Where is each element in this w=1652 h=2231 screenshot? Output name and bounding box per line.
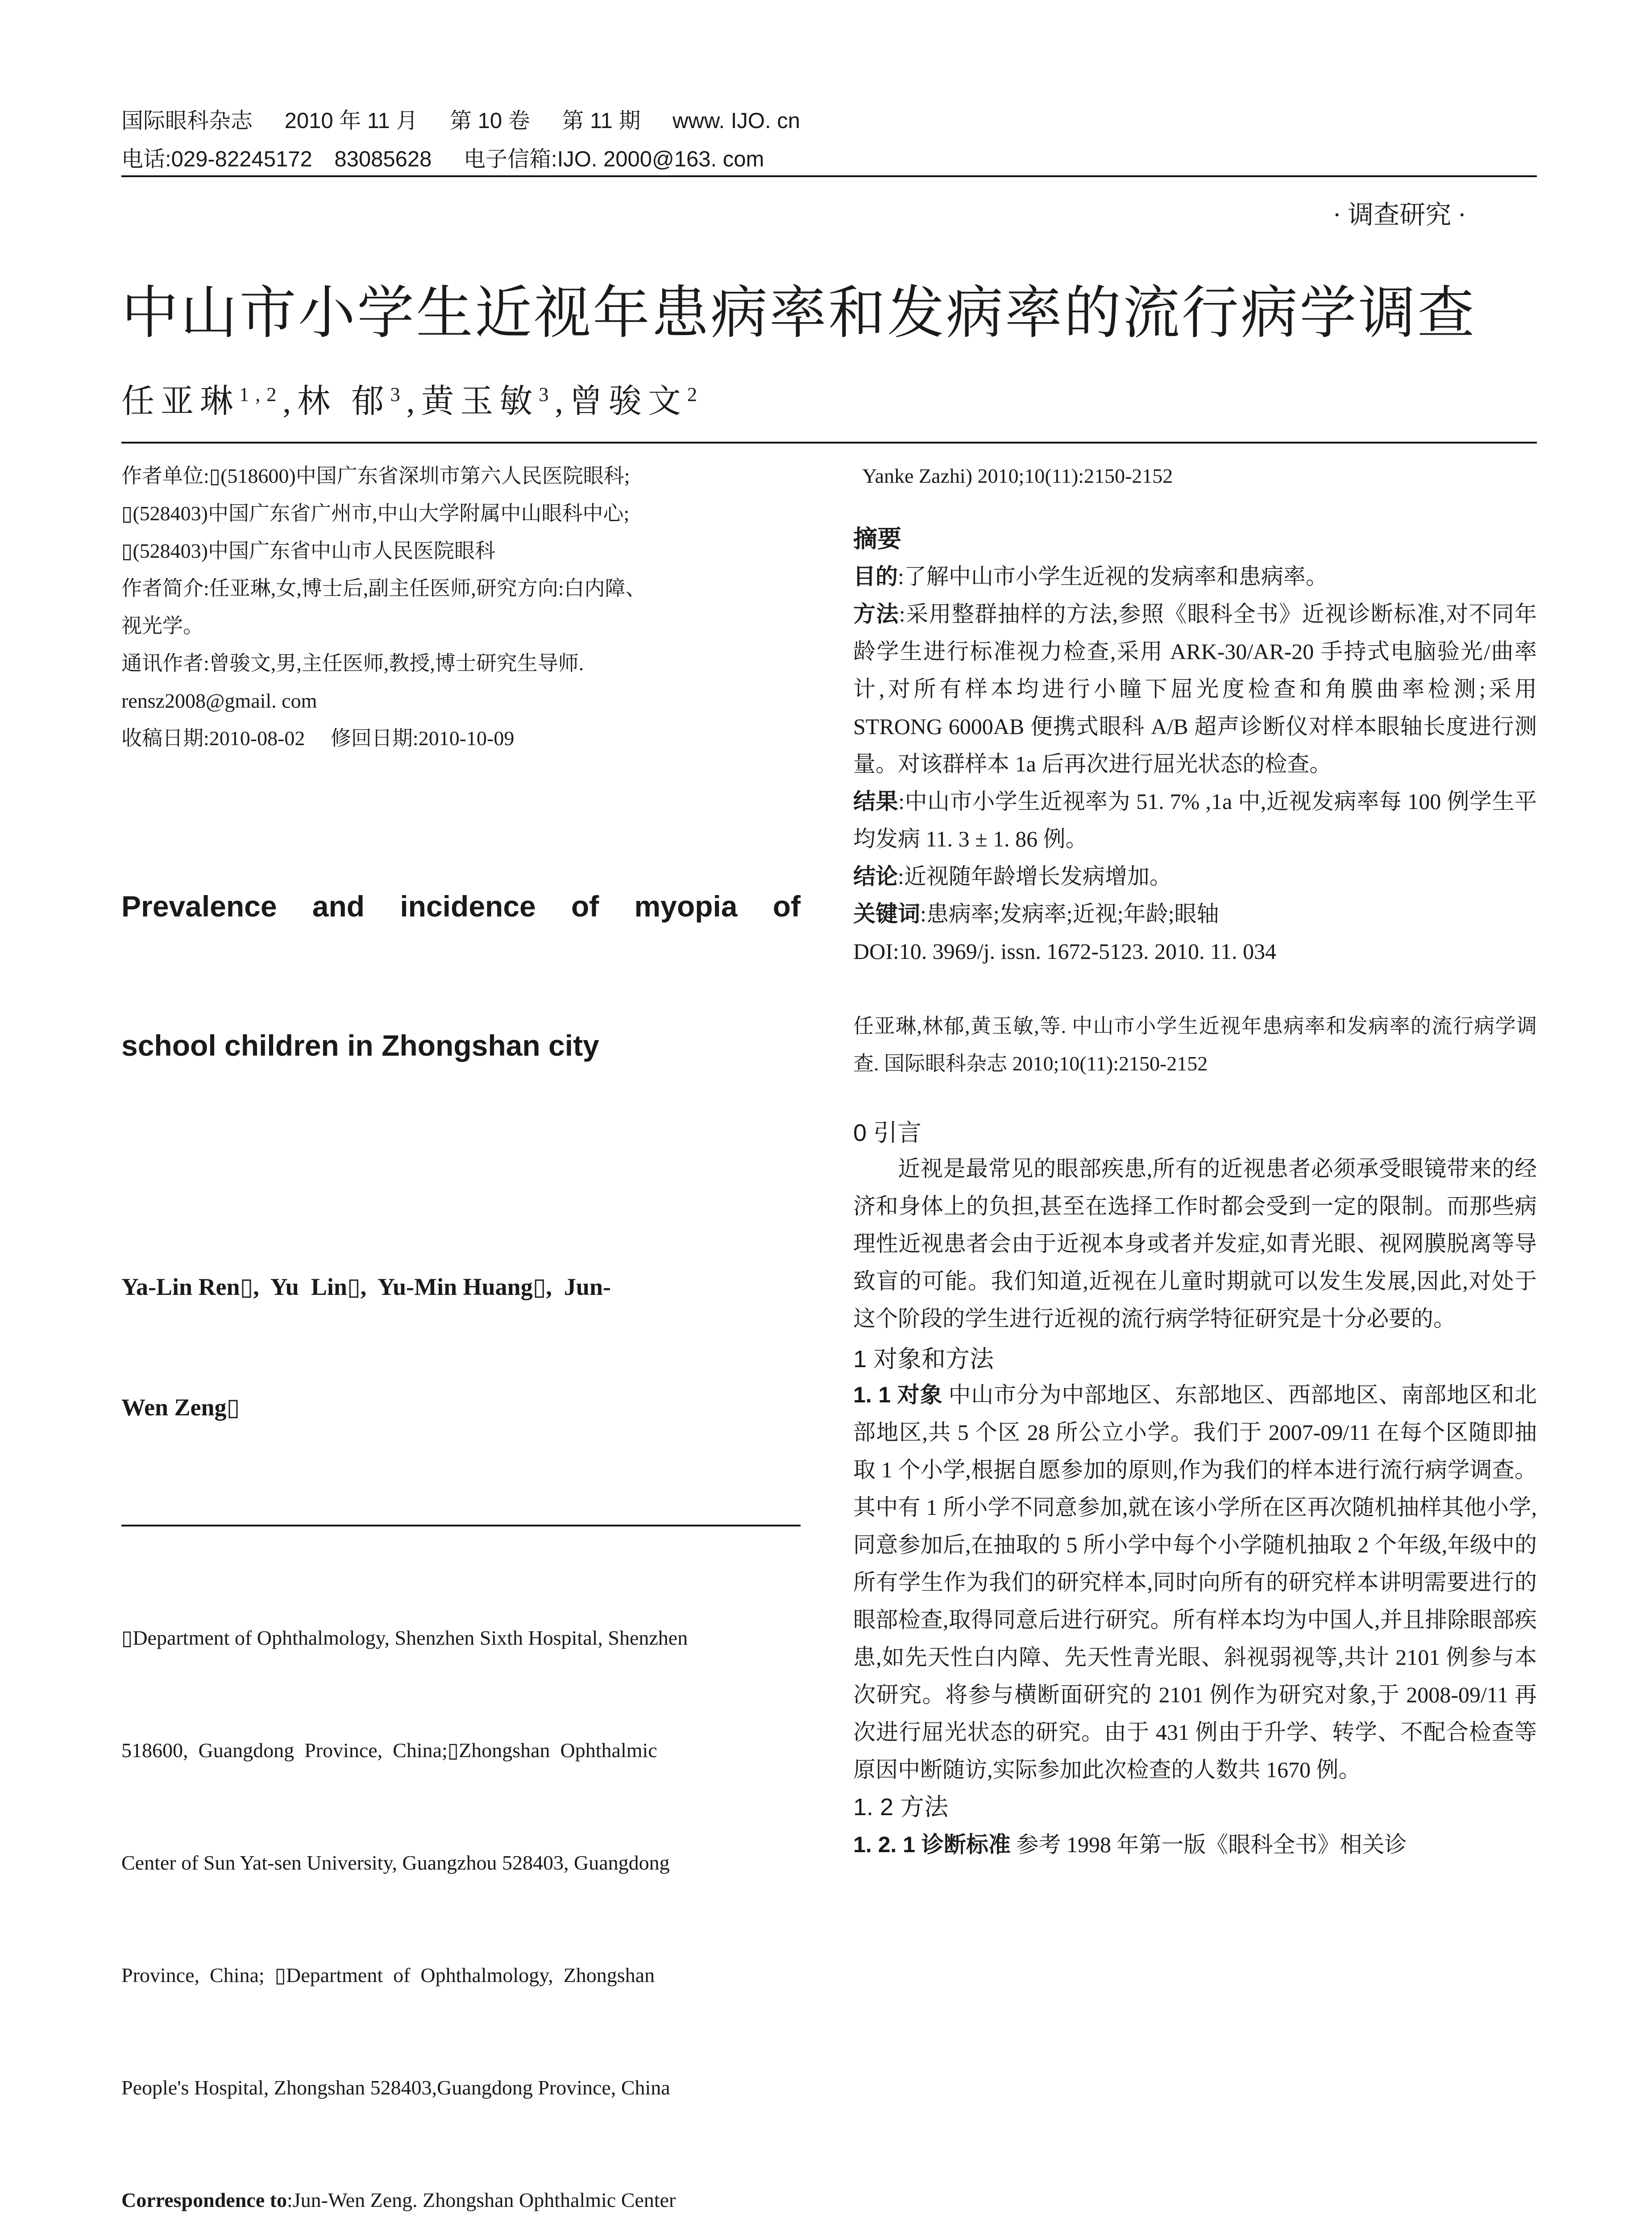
author-affiliation xyxy=(121,457,801,757)
authors-rule xyxy=(121,1525,801,1526)
affil-sup: 2 xyxy=(687,383,704,406)
citation-continuation: Yanke Zazhi) 2010;10(11):2150-2152 xyxy=(862,464,1173,487)
affil-sup: 3 xyxy=(539,383,555,406)
conclusion-text-zh: :近视随年龄增长发病增加。 xyxy=(898,864,1172,889)
section1-1-label: 1. 1 对象 xyxy=(853,1382,943,1407)
chinese-citation: 任亚琳,林郁,黄玉敏,等. 中山市小学生近视年患病率和发病率的流行病学调查. 国际眼科杂志 2010;10(11):2150-2152 xyxy=(853,1015,1537,1075)
issue-date: 2010 年 11 月 xyxy=(284,109,418,133)
correspondence-text: :Jun-Wen Zeng. Zhongshan Ophthalmic Center xyxy=(286,2189,676,2211)
affiliation-line: ▯(528403)中国广东省广州市,中山大学附属中山眼科中心; xyxy=(121,502,630,525)
page-title: 中山市小学生近视年患病率和发病率的流行病学调查 xyxy=(121,281,1477,345)
method-text: :采用整群抽样的方法,参照《眼科全书》近视诊断标准,对不同年龄学生进行标准视力检查,采用 ARK-30/AR-20 手持式电脑验光/曲率计,对所有样本均进行小瞳下屈光度检查和角膜曲率检测;采用 STRONG 6000AB 便携式眼科 A/B 超声诊断仪对样本眼轴长度进行测量。对该群样本 1a 后再次进行屈光状态的检查。 xyxy=(853,601,1537,776)
english-title-line: school children in Zhongshan city xyxy=(121,1029,599,1062)
author-list xyxy=(121,375,703,422)
affil-sup: 3 xyxy=(390,383,407,406)
keywords-text-zh: :患病率;发病率;近视;年龄;眼轴 xyxy=(920,901,1219,926)
author-name: ,林 郁 xyxy=(282,383,390,420)
journal-header-line2 xyxy=(121,142,790,173)
section1-2-1-label: 1. 2. 1 诊断标准 xyxy=(853,1832,1011,1857)
journal-header-line1 xyxy=(121,104,826,135)
conclusion-para xyxy=(853,858,1537,895)
english-affil-line: Center of Sun Yat-sen University, Guangzhou 528403, Guangdong xyxy=(121,1851,670,1874)
purpose-para xyxy=(853,558,1537,595)
section1-2-1-paragraph xyxy=(853,1826,1537,1863)
affiliation-line: ▯(528403)中国广东省中山市人民医院眼科 xyxy=(121,539,495,562)
author-name: 任亚琳 xyxy=(121,383,239,420)
author-name: ,曾骏文 xyxy=(555,383,687,420)
section1-1-paragraph xyxy=(853,1376,1537,1788)
keywords-para xyxy=(853,895,1537,933)
keywords-label-zh: 关键词 xyxy=(853,901,920,926)
method-label: 方法 xyxy=(853,601,899,626)
doi[interactable]: DOI:10. 3969/j. issn. 1672-5123. 2010. 11. 034 xyxy=(853,939,1277,964)
author-bio: 作者简介:任亚琳,女,博士后,副主任医师,研究方向:白内障、 xyxy=(121,577,646,600)
english-affiliations xyxy=(121,1544,801,2231)
header-rule xyxy=(121,175,1537,177)
english-affil-line: Province, China; ▯Department of Ophthalmology, Zhongshan xyxy=(121,1964,655,1986)
chinese-abstract xyxy=(853,558,1537,970)
issue-number: 第 11 期 xyxy=(562,109,641,133)
corresponding-email[interactable]: rensz2008@gmail. com xyxy=(121,689,317,712)
section1-heading: 1 对象和方法 xyxy=(853,1346,994,1373)
journal-name: 国际眼科杂志 xyxy=(121,109,253,133)
phone: 电话:029-82245172 xyxy=(121,147,312,171)
correspondence-label: Correspondence to xyxy=(121,2189,287,2211)
right-column xyxy=(853,457,1537,1863)
english-title-line: Prevalence and incidence of myopia of xyxy=(121,890,801,923)
english-affil-line: People's Hospital, Zhongshan 528403,Guangdong Province, China xyxy=(121,2076,670,2099)
intro-paragraph: 近视是最常见的眼部疾患,所有的近视患者必须承受眼镜带来的经济和身体上的负担,甚至在选择工作时都会受到一定的限制。而那些病理性近视患者会由于近视本身或者并发症,如青光眼、视网膜脱离等导致盲的可能。我们知道,近视在儿童时期就可以发生发展,因此,对处于这个阶段的学生进行近视的流行病学特征研究是十分必要的。 xyxy=(853,1156,1537,1331)
website-link[interactable]: www. IJO. cn xyxy=(672,109,800,133)
english-authors xyxy=(121,1186,801,1508)
email: 电子信箱:IJO. 2000@163. com xyxy=(463,147,764,171)
section1-1 xyxy=(853,1376,1537,1788)
english-authors-line: Ya-Lin Ren▯, Yu Lin▯, Yu-Min Huang▯, Jun- xyxy=(121,1273,611,1300)
intro-heading: 0 引言 xyxy=(853,1120,922,1146)
english-authors-line: Wen Zeng▯ xyxy=(121,1394,240,1421)
section1-1-text: 中山市分为中部地区、东部地区、西部地区、南部地区和北部地区,共 5 个区 28 所公立小学。我们于 2007-09/11 在每个区随即抽取 1 个小学,根据自愿参加的原则,作为我们的样本进行流行病学调查。其中有 1 所小学不同意参加,就在该小学所在区再次随机抽样其他小学,同意参加后,在抽取的 5 所小学中每个小学随机抽取 2 个年级,年级中的所有学生作为我们的研究样本,同时向所有的研究样本讲明需要进行的眼部检查,取得同意后进行研究。所有样本均为中国人,并且排除眼部疾患,如先天性白内障、先天性青光眼、斜视弱视等,共计 2101 例参与本次研究。将参与横断面研究的 2101 例作为研究对象,于 2008-09/11 再次进行屈光状态的研究。由于 431 例由于升学、转学、不配合检查等原因中断随访,实际参加此次检查的人数共 1670 例。 xyxy=(853,1382,1537,1782)
affiliation-line: 作者单位:▯(518600)中国广东省深圳市第六人民医院眼科; xyxy=(121,464,630,487)
title-rule xyxy=(121,442,1537,444)
english-affil-line: ▯Department of Ophthalmology, Shenzhen Sixth Hospital, Shenzhen xyxy=(121,1626,688,1649)
english-correspondence xyxy=(121,2181,801,2219)
intro-section xyxy=(853,1150,1537,1337)
method-para xyxy=(853,595,1537,783)
author-bio: 视光学。 xyxy=(121,614,203,637)
author-name: ,黄玉敏 xyxy=(406,383,539,420)
left-column xyxy=(121,457,801,2231)
purpose-label: 目的 xyxy=(853,564,898,589)
summary-heading: 摘要 xyxy=(853,526,901,552)
section-tag: · 调查研究 · xyxy=(1332,200,1466,229)
corresponding-author: 通讯作者:曾骏文,男,主任医师,教授,博士研究生导师. xyxy=(121,652,584,675)
received-dates: 收稿日期:2010-08-02 修回日期:2010-10-09 xyxy=(121,727,515,750)
result-text: :中山市小学生近视率为 51. 7% ,1a 中,近视发病率每 100 例学生平均发病 11. 3 ± 1. 86 例。 xyxy=(853,789,1537,851)
purpose-text: :了解中山市小学生近视的发病率和患病率。 xyxy=(898,564,1328,589)
affil-sup: 1,2 xyxy=(239,383,283,406)
result-label: 结果 xyxy=(853,789,899,814)
english-affil-line: 518600, Guangdong Province, China;▯Zhongshan Ophthalmic xyxy=(121,1739,657,1762)
result-para xyxy=(853,783,1537,858)
section1-2-1 xyxy=(853,1826,1537,1863)
phone2: 83085628 xyxy=(334,147,432,171)
section1-2-1-text: 参考 1998 年第一版《眼科全书》相关诊 xyxy=(1010,1832,1407,1857)
section1-2-heading: 1. 2 方法 xyxy=(853,1794,949,1820)
conclusion-label-zh: 结论 xyxy=(853,864,898,889)
english-title xyxy=(121,790,801,1161)
volume: 第 10 卷 xyxy=(449,109,530,133)
